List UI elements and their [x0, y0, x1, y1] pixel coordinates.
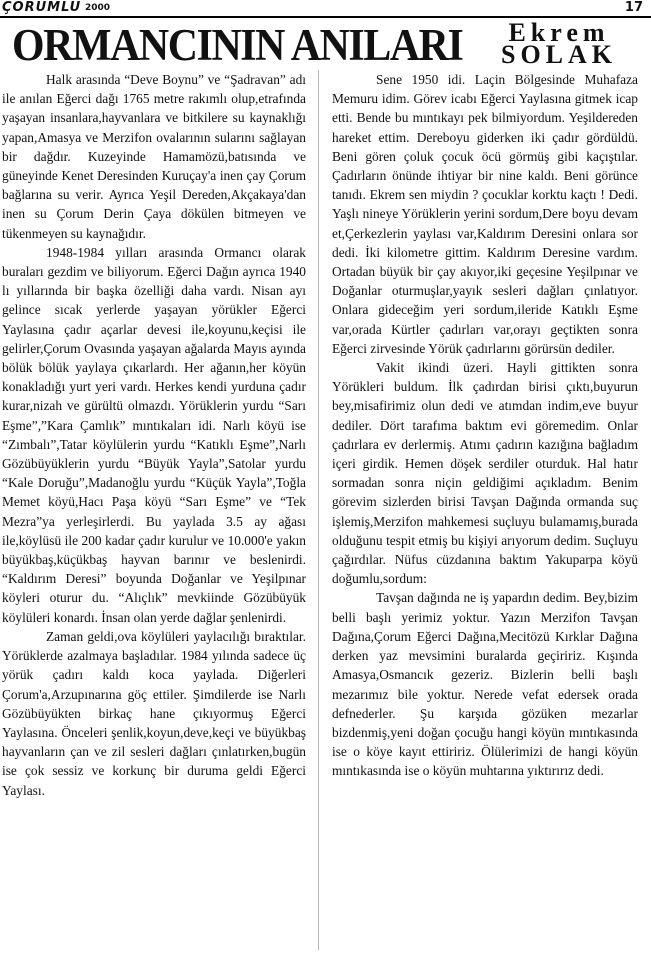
newspaper-name: ÇORUMLU: [2, 0, 82, 15]
article-title: ORMANCININ ANILARI: [12, 20, 463, 70]
page-header: [0, 0, 651, 18]
right-column: [332, 70, 638, 781]
author-last-name: SOLAK: [500, 40, 618, 69]
issue-year: 2000: [85, 3, 111, 13]
page-number: 17: [624, 0, 643, 15]
paragraph: 1948-1984 yılları arasında Ormancı olarak buraları gezdim ve biliyorum. Eğerci Dağın ayrıca 1940 lı yıllarında bir başka özelliği daha vardı. Nisan ayı gelince sıcak yerlerde yaşayan yörükler Eğerci Yaylasına çadır açarlar devesi ile,koyunu,keçisi ile gelirler,Çorum Ovasında yaşayan ağalarda Mayıs ayında bölük bölük yaylaya çıkarlardı. Her ağanın,her köyün konakladığı yurt yeri vardı. Herkes kendi yurduna çadır kurar,nizah ve gürültü olmazdı. Yörüklerin yurdu “Sarı Eşme”,”Kara Çamlık” mıntıkaları idi. Narlı köyü ise “Zımbalı”,Tatar köylülerin yurdu “Katıklı Eşme”,Narlı Gözübüyüklerin yurdu “Büyük Yayla”,Satolar yurdu “Kale Doruğu”,Madanoğlu yurdu “Küçük Yayla”,Toğla Memet köyü,Hacı Paşa köyü “Sarı Eşme” ve “Tek Mezra”ya yerleşirlerdi. Bu yaylada 3.5 ay ağası ile,köylüsü ile 200 kadar çadır kurulur ve 10.000'e yakın büyükbaş,küçükbaş hayvan barınır ve beslenirdi. “Kaldırım Deresi” boyunda Doğanlar ve Yeşilpınar köyleri oturur du. “Alıçlık” mevkiinde Gözübüyük köylüleri konardı. İnsan olan yerde dağlar şenlenirdi.: [2, 244, 306, 625]
paragraph: Tavşan dağında ne iş yapardın dedim. Bey,bizim belli başlı yerimiz yoktur. Yazın Merzifon Tavşan Dağına,Çorum Eğerci Dağına,Mecitözü Kırklar Dağına derken yaz mevsimini buralarda geçiririz. Kışında Amasya,Osmancık gezeriz. Bizlerin belli başlı mezarımız bile yoktur. Nerede vefat edersek orada defnederler. Şu karşıda gözüken mezarlar bizdenmiş,yeni doğan çocuğu hangi köyün mıntıkasında ise o köye kayıt ettiririz. Ölülerimizi de hangi köyün mıntıkasında ise o köyün muhtarına yıktırırız dedi.: [332, 590, 638, 779]
author-first-name: Ekrem: [508, 18, 610, 47]
paragraph: Vakit ikindi üzeri. Hayli gittikten sonra Yörükleri buldum. İlk çadırdan birisi çıktı,buyurun bey,misafirimiz olun dedi ve atımdan indim,eve buyur dediler. Dört tarafıma baktım evi göremedim. Onlar çadırlara ev derlermiş. Atımı çadırın kazığına bağladım içeri girdik. Hemen döşek serdiler oturduk. Hal hatır sormadan sonra niçin geldiğimi açıkladım. Benim görevim sizlerden birisi Tavşan Dağında ormanda suç işlemiş,Merzifon mahkemesi suçluyu bulamamış,burada olduğunu tespit etmiş bu kişiyi arıyorum dedim. Suçluyu çağırdılar. Nüfus cüzdanına baktım Yakuparpa köyü doğumlu,sordum:: [332, 360, 638, 587]
paragraph: Zaman geldi,ova köylüleri yaylacılığı bıraktılar. Yörüklerde azalmaya başladılar. 1984 yılında sadece üç yörük çadırı kaldı koca yaylada. Diğerleri Çorum'a,Arzupınarına göç ettiler. Şimdilerde ise Narlı Gözübüyükten birkaç hane çıkıyormuş Eğerci Yaylasına. Önceleri şenlik,koyun,deve,keçi ve büyükbaş hayvanların çan ve zil sesleri dağları çınlatırken,bugün ise çok sessiz ve korkunç bir duruma geldi Eğerci Yaylası.: [2, 628, 306, 798]
paragraph: Halk arasında “Deve Boynu” ve “Şadravan” adı ile anılan Eğerci dağı 1765 metre rakımlı olup,etrafında yaşayan insanlara,hayvanlara ve bitkilere su kaynaklığı yapan,Amasya ve Merzifon ovalarının sularını sağlayan bir dağdır. Kuzeyinde Hamamözü,batısında ve güneyinde Kenet Deresinden Kuruçay'a inen çay Çorum bağlarına su verir. Ayrıca Yeşil Dereden,Akçakaya'dan inen su Çorum Derin Çaya dökülen bitmeyen ve tükenmeyen su kaynağıdır.: [2, 72, 306, 241]
column-divider: [318, 70, 319, 950]
paragraph: Sene 1950 idi. Laçin Bölgesinde Muhafaza Memuru idim. Görev icabı Eğerci Yaylasına gitmek icap etti. Bende bu mıntıkayı pek bilmiyordum. Yeşildereden hareket ettim. Dereboyu giderken iki çadır gördüldü. Beni gören çoluk çocuk öcü görmüş gibi kaçıştılar. Çadırların önünde ihtiyar bir nine kaldı. Beni görünce tanıdı. Ekrem sen miydin ? çocuklar korktu kaçtı ! Dedi. Yaşlı nineye Yörüklerin yerini sordum,Dere boyu devam et,Çerkezlerin yaylası var,Kaldırım Deresini onlara sor dedi. İki kilometre gittim. Kaldırım Deresine vardım. Ortadan büyük bir çay akıyor,iki geçesine Yeşilpınar ve Doğanlar oturmuşlar,yayık sesleri dağları çınlatıyor. Onlara gideceğim yeri sordum,ileride Katıklı Eşme var,orada Kürtler çadırları var,orayı geçtikten sonra Eğerci zirvesinde Yörük çadırlarını görürsün dediler.: [332, 72, 638, 356]
article-author: [470, 18, 648, 69]
left-column: [2, 70, 306, 800]
